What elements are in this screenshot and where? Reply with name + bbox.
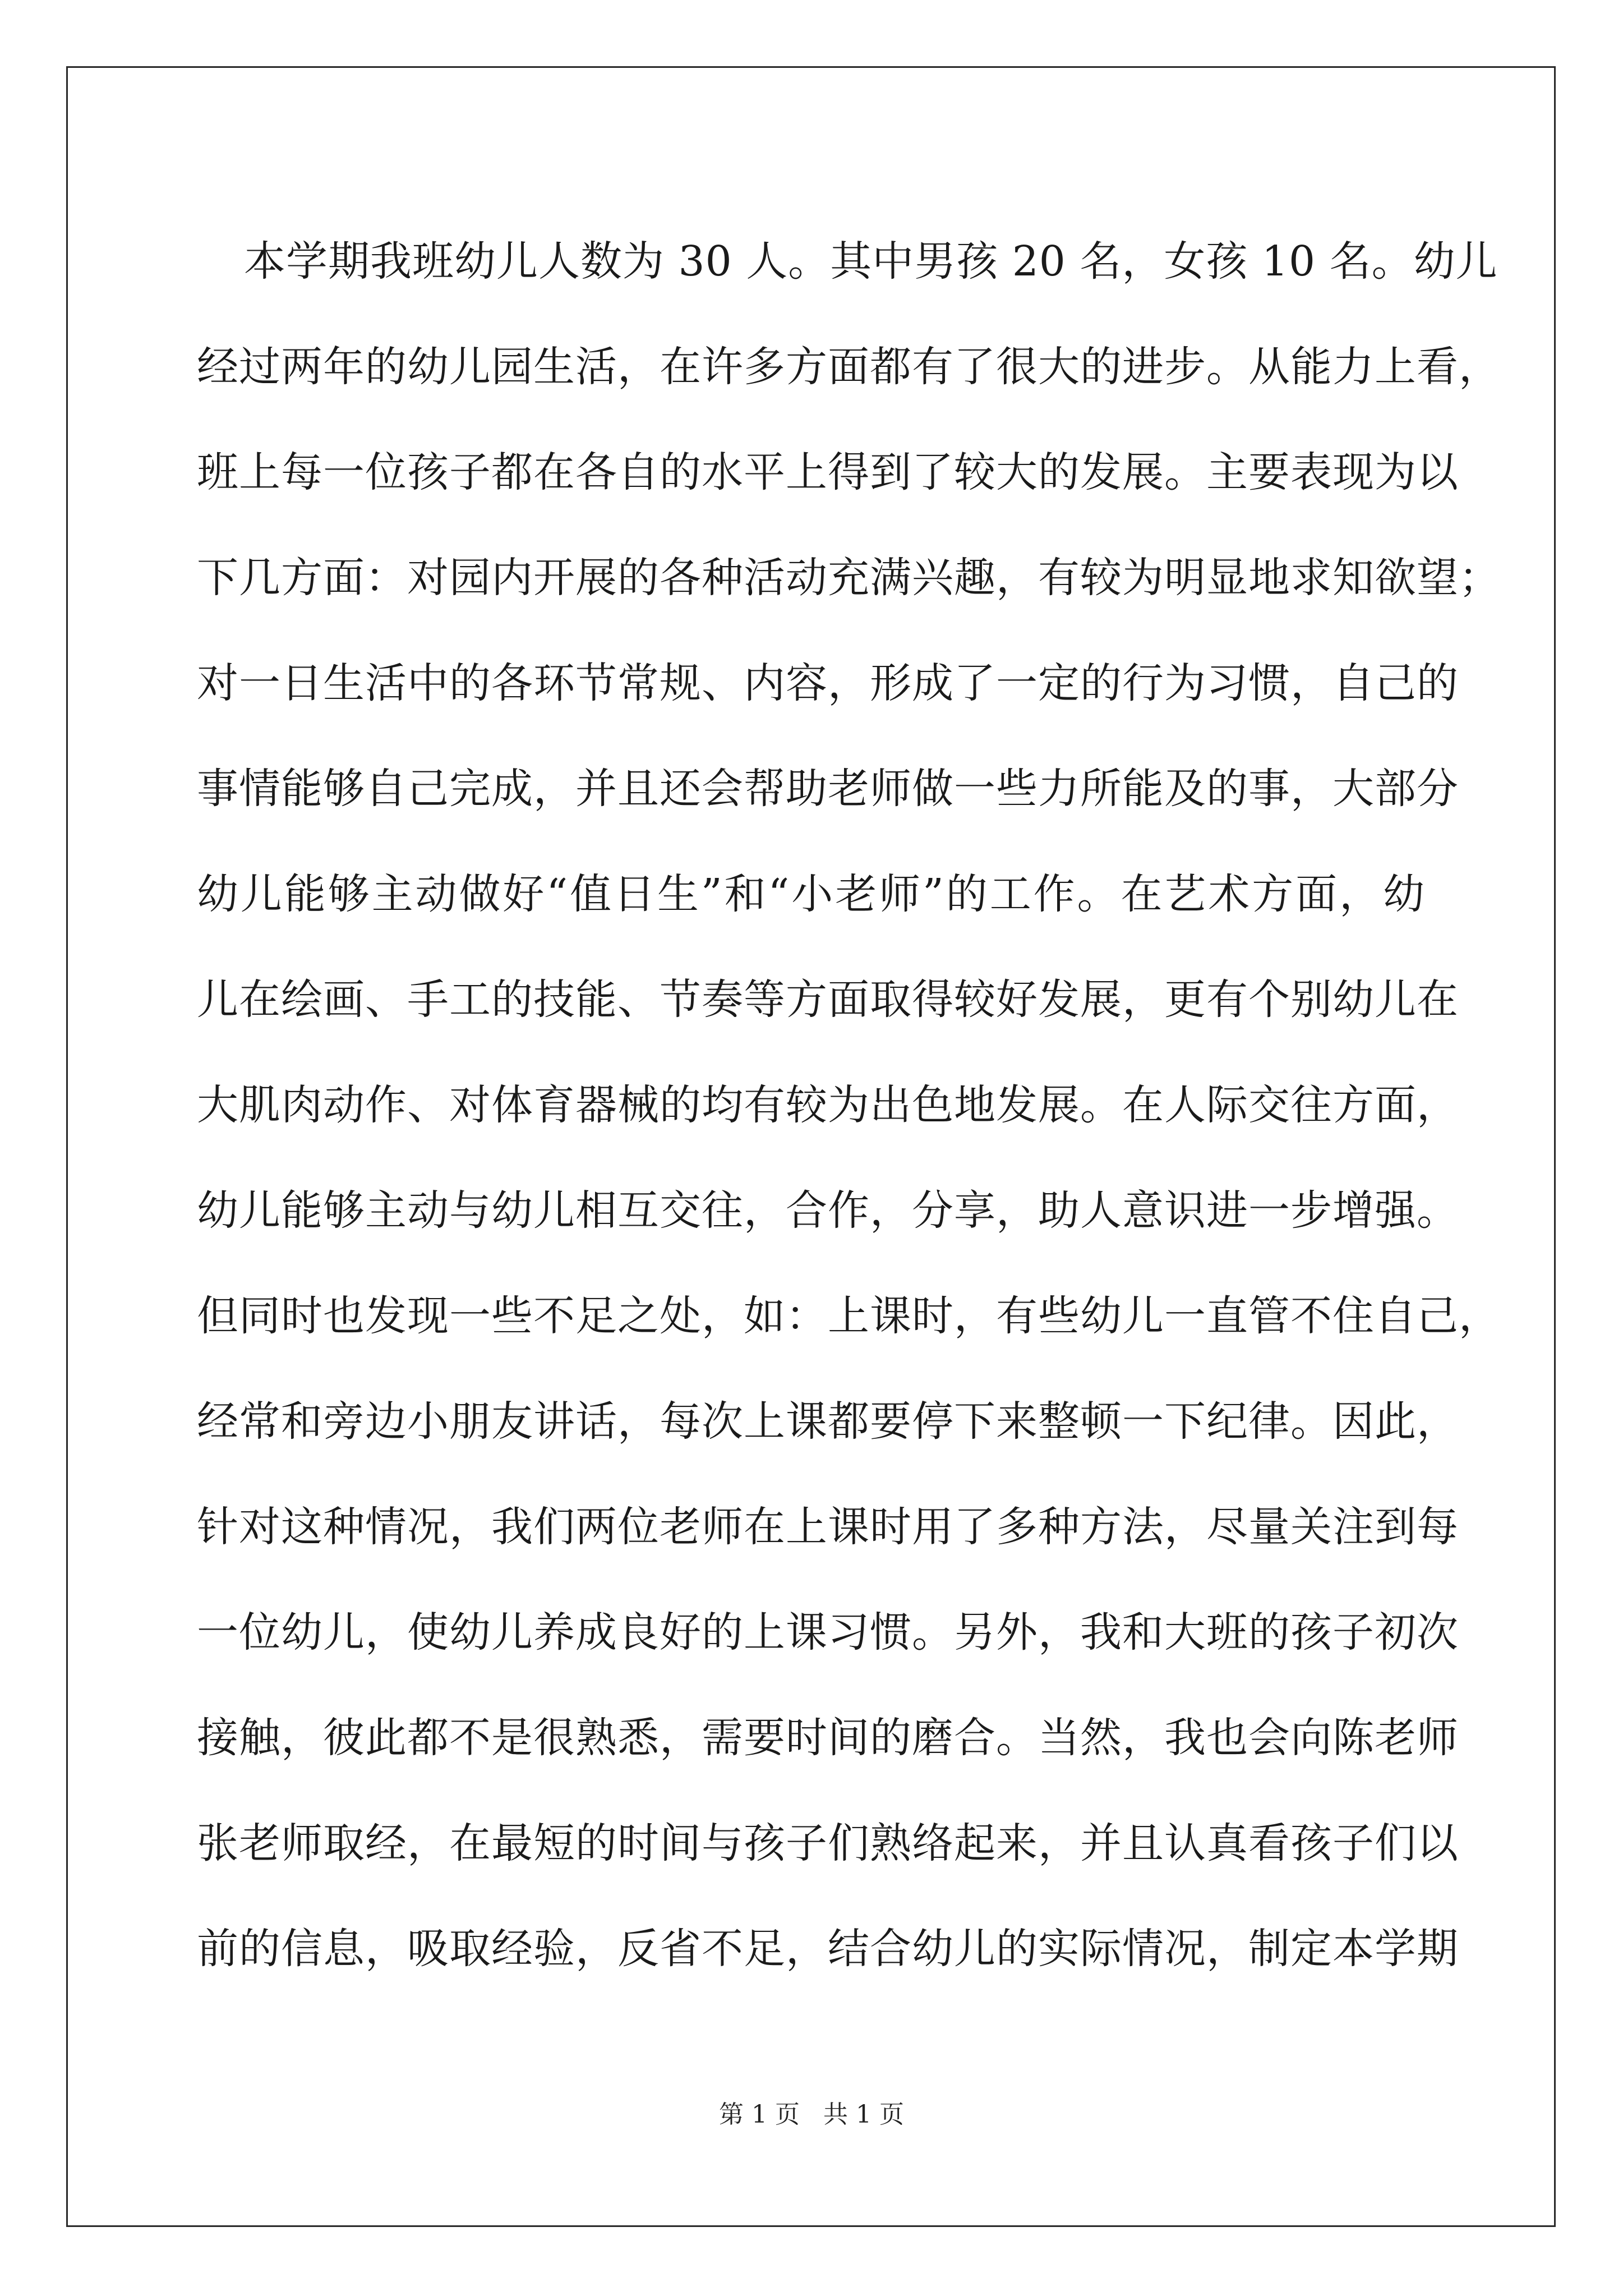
text-line-13: 针对这种情况，我们两位老师在上课时用了多种方法，尽量关注到每 bbox=[197, 1503, 1459, 1551]
document-body bbox=[197, 209, 1501, 2001]
text-line-8: 儿在绘画、手工的技能、节奏等方面取得较好发展，更有个别幼儿在 bbox=[197, 976, 1459, 1024]
text-line-2: 经过两年的幼儿园生活，在许多方面都有了很大的进步。从能力上看， bbox=[197, 343, 1501, 391]
text-line-3: 班上每一位孩子都在各自的水平上得到了较大的发展。主要表现为以 bbox=[197, 448, 1459, 496]
text-line-17: 前的信息，吸取经验，反省不足，结合幼儿的实际情况，制定本学期 bbox=[197, 1925, 1459, 1973]
text-line-7: 幼儿能够主动做好“值日生”和“小老师”的工作。在艺术方面，幼 bbox=[197, 870, 1425, 918]
text-line-9: 大肌肉动作、对体育器械的均有较为出色地发展。在人际交往方面， bbox=[197, 1081, 1459, 1129]
text-line-11: 但同时也发现一些不足之处，如：上课时，有些幼儿一直管不住自己， bbox=[197, 1292, 1501, 1340]
text-line-5: 对一日生活中的各环节常规、内容，形成了一定的行为习惯，自己的 bbox=[197, 659, 1459, 707]
text-line-10: 幼儿能够主动与幼儿相互交往，合作，分享，助人意识进一步增强。 bbox=[197, 1186, 1459, 1235]
text-line-14: 一位幼儿，使幼儿养成良好的上课习惯。另外，我和大班的孩子初次 bbox=[197, 1608, 1459, 1657]
text-line-15: 接触，彼此都不是很熟悉，需要时间的磨合。当然，我也会向陈老师 bbox=[197, 1714, 1459, 1762]
text-line-4: 下几方面：对园内开展的各种活动充满兴趣，有较为明显地求知欲望； bbox=[197, 554, 1501, 602]
text-line-6: 事情能够自己完成，并且还会帮助老师做一些力所能及的事，大部分 bbox=[197, 765, 1459, 813]
page-footer: 第 1 页 共 1 页 bbox=[719, 2100, 904, 2129]
text-line-1: 本学期我班幼儿人数为 30 人。其中男孩 20 名，女孩 10 名。幼儿 bbox=[244, 237, 1498, 286]
text-line-16: 张老师取经，在最短的时间与孩子们熟络起来，并且认真看孩子们以 bbox=[197, 1819, 1459, 1867]
text-line-12: 经常和旁边小朋友讲话，每次上课都要停下来整顿一下纪律。因此， bbox=[197, 1397, 1459, 1446]
